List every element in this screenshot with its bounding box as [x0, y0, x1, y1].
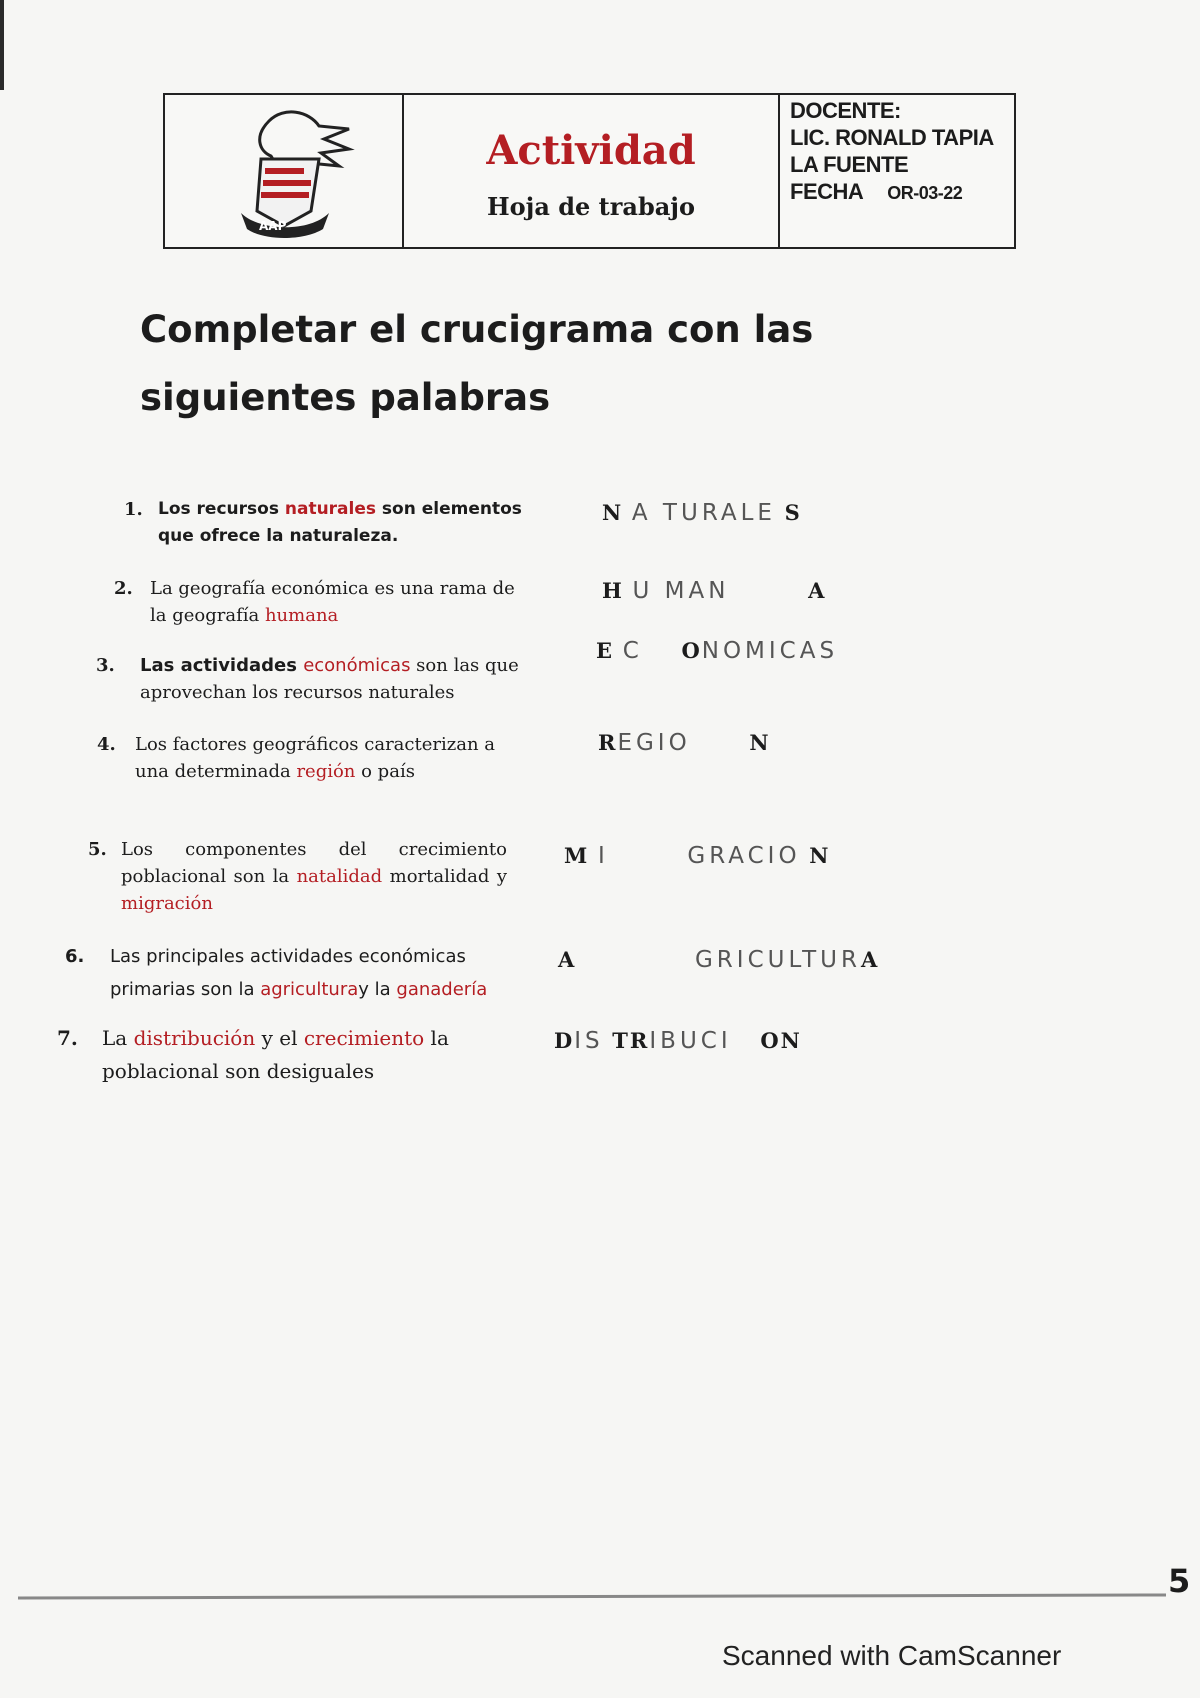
activity-title: Actividad	[486, 127, 696, 174]
question-number: 1.	[124, 499, 143, 520]
answer-5: M I GRACIO N	[564, 843, 831, 869]
page-number: 5	[1168, 1562, 1191, 1600]
worksheet-subtitle: Hoja de trabajo	[487, 192, 695, 221]
date-label: FECHA	[790, 179, 864, 204]
answer-7: DIS TRIBUCI ON	[554, 1028, 802, 1054]
question-2: 2. La geografía económica es una rama de la geografía humana	[150, 575, 530, 629]
answer-6: A GRICULTURA	[558, 947, 880, 973]
scan-edge	[0, 0, 4, 90]
question-5: 5. Los componentes del crecimiento poblacional son la natalidad mortalidad y migración	[121, 836, 507, 917]
date-row	[790, 178, 1004, 207]
question-number: 5.	[88, 839, 107, 860]
teacher-name: LIC. RONALD TAPIA LA FUENTE	[790, 125, 993, 177]
instructions-heading: Completar el crucigrama con las siguientes palabras	[140, 308, 814, 419]
answer-4: REGIO N	[598, 730, 771, 756]
answer-1: N A TURALE S	[602, 500, 802, 526]
question-number: 4.	[97, 734, 116, 755]
question-3: 3. Las actividades económicas son las que aprovechan los recursos naturales	[140, 652, 520, 706]
question-number: 2.	[114, 578, 133, 599]
document-header	[163, 93, 1016, 249]
question-7: 7. La distribución y el crecimiento la poblacional son desiguales	[102, 1022, 502, 1088]
question-number: 6.	[65, 946, 85, 967]
title-cell	[404, 95, 780, 247]
school-logo	[165, 95, 404, 247]
answer-2: H U MAN A	[602, 578, 827, 604]
svg-text:AAP: AAP	[258, 219, 286, 233]
question-1: 1. Los recursos naturales son elementos que ofrece la naturaleza.	[158, 496, 538, 550]
question-number: 3.	[96, 655, 115, 676]
teacher-label: DOCENTE:	[790, 98, 901, 123]
eagle-crest-icon	[199, 101, 369, 241]
question-number: 7.	[57, 1026, 78, 1050]
page-bottom-edge	[18, 1593, 1166, 1599]
teacher-info	[780, 95, 1014, 247]
date-value: OR-03-22	[887, 183, 963, 203]
question-4: 4. Los factores geográficos caracterizan a una determinada región o país	[135, 731, 515, 785]
answer-3: E C ONOMICAS	[596, 638, 839, 664]
scanner-watermark: Scanned with CamScanner	[722, 1640, 1062, 1671]
question-6: 6. Las principales actividades económicas primarias son la agriculturay la ganadería	[110, 940, 510, 1006]
